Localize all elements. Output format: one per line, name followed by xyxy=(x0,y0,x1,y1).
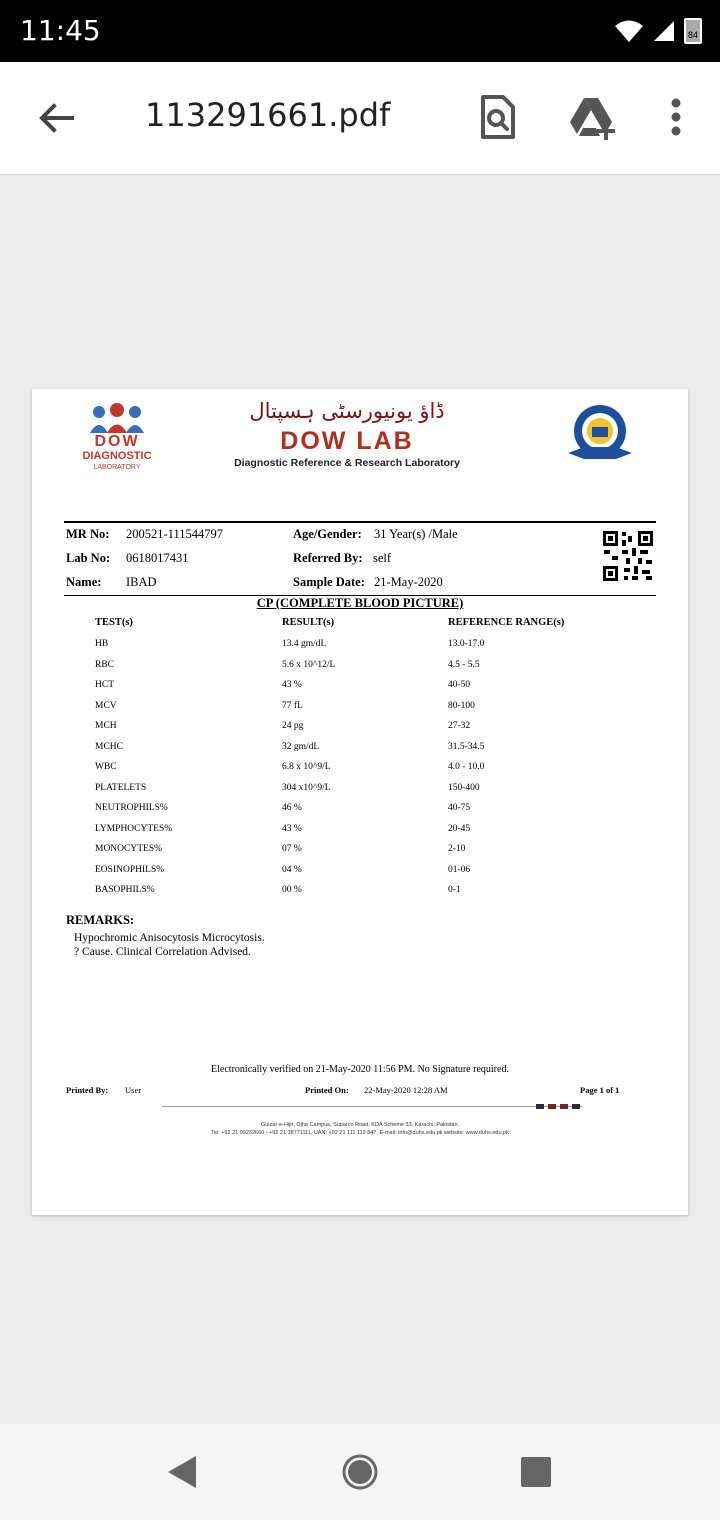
ref-value: self xyxy=(373,551,392,565)
table-row xyxy=(32,721,688,739)
row-result: 13.4 gm/dL xyxy=(282,639,327,649)
table-row xyxy=(32,824,688,842)
age-gender xyxy=(293,527,362,542)
row-range: 13.0-17.0 xyxy=(448,639,485,649)
row-range: 01-06 xyxy=(448,864,471,875)
table-row xyxy=(32,783,688,801)
logo-left-line1: DOW xyxy=(94,433,140,450)
printed-by-value: User xyxy=(125,1085,142,1095)
recents-square-icon[interactable] xyxy=(516,1452,556,1492)
row-result: 5.6 x 10^12/L xyxy=(282,659,336,670)
row-range: 2-10 xyxy=(448,844,466,854)
printed-by-label: Printed By: xyxy=(66,1085,109,1095)
name-label: Name: xyxy=(66,575,102,589)
pdf-page[interactable] xyxy=(32,389,688,1215)
row-result: 77 fL xyxy=(282,700,303,711)
remark-line: ? Cause. Clinical Correlation Advised. xyxy=(74,946,251,958)
row-range: 40-50 xyxy=(448,680,471,690)
date-label: Sample Date: xyxy=(293,575,365,589)
lab-subtitle: Diagnostic Reference & Research Laboratory xyxy=(234,457,460,469)
drive-add-icon[interactable] xyxy=(568,92,618,142)
column-result: RESULT(s) xyxy=(282,617,335,628)
table-row xyxy=(32,885,688,903)
wifi-icon xyxy=(614,19,644,43)
column-test: TEST(s) xyxy=(95,617,133,628)
date-value: 21-May-2020 xyxy=(374,575,443,589)
row-test: HCT xyxy=(95,680,114,690)
back-triangle-icon[interactable] xyxy=(162,1452,202,1492)
lab-label: Lab No: xyxy=(66,551,111,565)
row-result: 43 % xyxy=(282,823,302,834)
row-range: 20-45 xyxy=(448,823,471,834)
back-arrow-icon[interactable] xyxy=(32,94,80,142)
row-test: MONOCYTES% xyxy=(95,844,163,854)
mr-no xyxy=(66,527,109,542)
column-range: REFERENCE RANGE(s) xyxy=(448,617,565,628)
verification-note: Electronically verified on 21-May-2020 11:56 PM. No Signature required. xyxy=(211,1064,509,1075)
row-test: BASOPHILS% xyxy=(95,885,155,895)
row-test: MCHC xyxy=(95,741,123,752)
table-row xyxy=(32,660,688,678)
footer-address: Gulzar-e-Hijri, Ojha Campus, Suparco Road, KDA Scheme 33, Karachi, Pakistan. xyxy=(260,1122,460,1128)
app-bar xyxy=(0,62,720,174)
status-icons xyxy=(614,16,702,46)
people-icon xyxy=(82,403,152,433)
sample-date xyxy=(293,575,365,590)
row-test: WBC xyxy=(95,762,117,772)
mr-value: 200521-111544797 xyxy=(126,527,223,541)
battery-level: 84 xyxy=(687,30,698,40)
lab-header xyxy=(227,399,467,469)
age-value: 31 Year(s) /Male xyxy=(374,527,458,541)
table-row xyxy=(32,762,688,780)
status-time: 11:45 xyxy=(20,14,101,47)
table-row xyxy=(32,701,688,719)
page-number: Page 1 of 1 xyxy=(580,1085,620,1095)
row-test: LYMPHOCYTES% xyxy=(95,823,173,834)
printed-on-label: Printed On: xyxy=(305,1085,349,1095)
row-range: 4.0 - 10.0 xyxy=(448,762,485,772)
ref-label: Referred By: xyxy=(293,551,363,565)
info-top-rule xyxy=(64,521,656,523)
mr-label: MR No: xyxy=(66,527,110,541)
duhs-seal-icon xyxy=(564,403,636,463)
report-title: CP (COMPLETE BLOOD PICTURE) xyxy=(256,596,464,610)
row-test: EOSINOPHILS% xyxy=(95,864,165,875)
row-result: 24 pg xyxy=(282,721,304,731)
row-range: 0-1 xyxy=(448,885,461,895)
table-row xyxy=(32,680,688,698)
row-range: 40-75 xyxy=(448,803,471,813)
row-test: HB xyxy=(95,639,109,649)
more-vert-icon[interactable] xyxy=(651,92,701,142)
nav-bar xyxy=(0,1424,720,1520)
row-result: 07 % xyxy=(282,844,302,854)
row-test: RBC xyxy=(95,659,115,670)
row-result: 00 % xyxy=(282,885,302,895)
signal-icon xyxy=(652,19,676,43)
qr-code-icon xyxy=(602,530,654,582)
name-value: IBAD xyxy=(126,575,157,589)
find-in-page-icon[interactable] xyxy=(472,92,522,142)
row-result: 304 x10^9/L xyxy=(282,782,331,793)
table-row xyxy=(32,639,688,657)
battery-icon xyxy=(684,18,702,44)
row-result: 6.8 x 10^9/L xyxy=(282,762,331,772)
table-row xyxy=(32,844,688,862)
row-range: 4.5 - 5.5 xyxy=(448,659,480,670)
table-row xyxy=(32,742,688,760)
row-range: 27-32 xyxy=(448,721,471,731)
age-label: Age/Gender: xyxy=(293,527,362,541)
lab-value: 0618017431 xyxy=(126,551,189,565)
home-circle-icon[interactable] xyxy=(340,1452,380,1492)
row-test: MCH xyxy=(95,721,117,731)
footer-contact: Tel: +92 21 99232660 - +92 21 38771111, UAN: +92 21 111 113 847, E-mail: info@duhs.edu.pk website: www.duhs.edu.pk xyxy=(211,1130,509,1136)
table-row xyxy=(32,803,688,821)
row-result: 04 % xyxy=(282,864,302,875)
row-result: 46 % xyxy=(282,803,302,813)
file-title: 113291661.pdf xyxy=(145,96,391,134)
row-result: 32 gm/dL xyxy=(282,741,320,752)
row-range: 150-400 xyxy=(448,782,480,793)
urdu-title: ڈاؤ یونیورسٹی ہسپتال xyxy=(249,399,445,423)
row-test: MCV xyxy=(95,700,117,711)
lab-name: DOW LAB xyxy=(280,427,414,455)
referred-by xyxy=(293,551,363,566)
row-range: 31.5-34.5 xyxy=(448,741,485,752)
row-test: PLATELETS xyxy=(95,782,147,793)
table-row xyxy=(32,865,688,883)
status-bar xyxy=(0,0,720,62)
row-test: NEUTROPHILS% xyxy=(95,803,168,813)
row-result: 43 % xyxy=(282,680,302,690)
dow-diagnostic-logo xyxy=(72,403,162,473)
logo-left-line2: DIAGNOSTIC xyxy=(82,450,152,462)
footer-squares xyxy=(536,1104,580,1109)
footer-rule xyxy=(162,1106,582,1107)
printed-on-value: 22-May-2020 12:28 AM xyxy=(364,1085,448,1095)
remarks-title: REMARKS: xyxy=(66,913,135,927)
row-range: 80-100 xyxy=(448,700,475,711)
logo-left-line3: LABORATORY xyxy=(93,464,141,471)
remark-line: Hypochromic Anisocytosis Microcytosis. xyxy=(74,932,265,944)
patient-name xyxy=(66,575,101,590)
lab-no xyxy=(66,551,110,566)
